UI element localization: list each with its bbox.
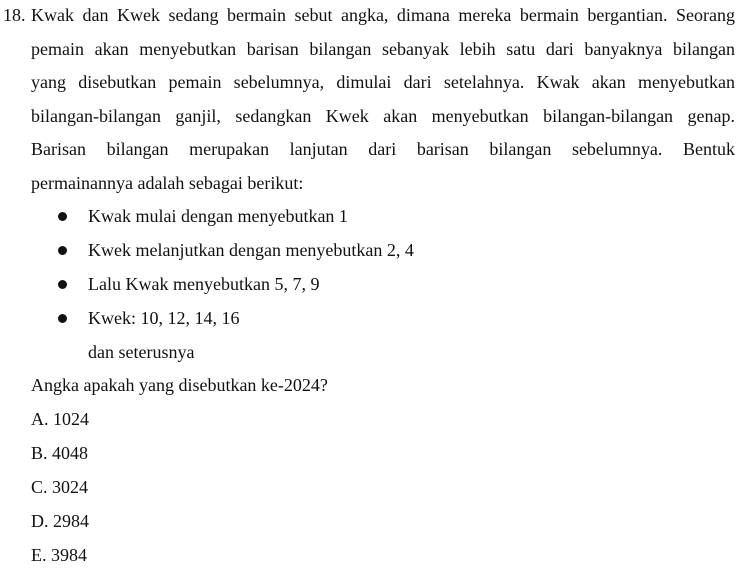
bullet-icon [58,246,67,255]
list-item-text: Lalu Kwak menyebutkan 5, 7, 9 [88,274,320,294]
question-number: 18. [3,5,26,25]
statement-line: Kwak dan Kwek sedang bermain sebut angka, dimana mereka bermain bergantian. Seorang [31,5,735,25]
bullet-icon [58,280,67,289]
option-c: C. 3024 [31,477,89,497]
list-item-text: Kwek: 10, 12, 14, 16 [88,308,240,328]
game-rules-list [58,205,698,341]
answer-options [31,408,89,578]
option-b: B. 4048 [31,443,89,463]
question-text: Angka apakah yang disebutkan ke-2024? [31,375,328,395]
list-item [58,205,698,227]
statement-line: bilangan-bilangan ganjil, sedangkan Kwek akan menyebutkan bilangan-bilangan genap. [31,105,735,126]
option-a: A. 1024 [31,409,89,429]
list-item [58,273,698,295]
list-item [58,239,698,261]
statement-line: yang disebutkan pemain sebelumnya, dimulai dari setelahnya. Kwak akan menyebutkan [31,72,735,93]
problem-statement [31,4,735,206]
statement-line: pemain akan menyebutkan barisan bilangan sebanyak lebih satu dari banyaknya bilangan [31,38,735,59]
bullet-icon [58,314,67,323]
list-item-text: Kwak mulai dengan menyebutkan 1 [88,206,348,226]
list-item-text: Kwek melanjutkan dengan menyebutkan 2, 4 [88,240,414,260]
bullet-icon [58,212,67,221]
statement-line: Barisan bilangan merupakan lanjutan dari barisan bilangan sebelumnya. Bentuk [31,139,735,160]
option-e: E. 3984 [31,545,87,565]
option-d: D. 2984 [31,511,89,531]
list-item [58,307,698,329]
continuation-text: dan seterusnya [88,342,195,362]
statement-line: permainannya adalah sebagai berikut: [31,172,304,193]
